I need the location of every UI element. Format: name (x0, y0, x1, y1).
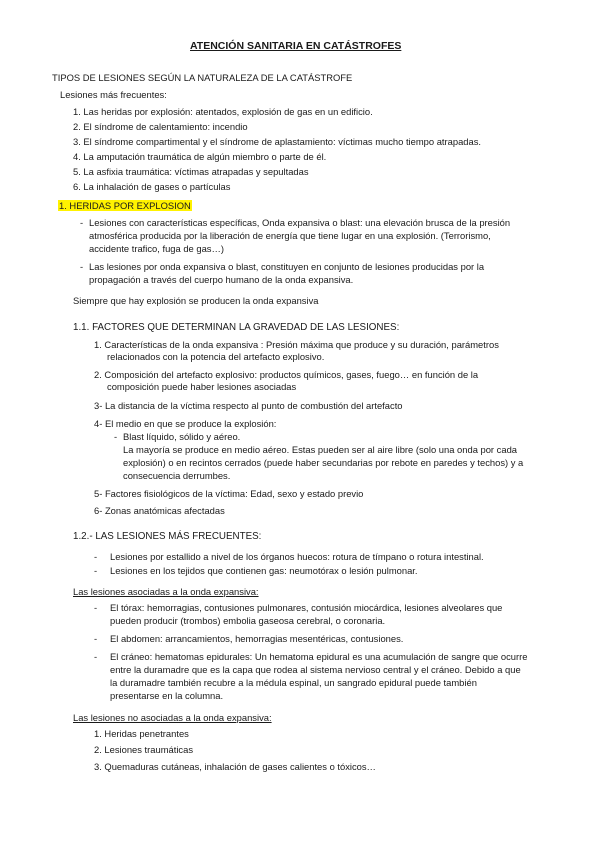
frequent-item: 1. Las heridas por explosión: atentados, explosión de gas en un edificio. (73, 106, 373, 117)
non-associated-item: 2. Lesiones traumáticas (94, 744, 194, 755)
section1-heading-wrap (58, 199, 192, 212)
bullet-dash: - (94, 551, 98, 562)
frequent-item: 6. La inhalación de gases o partículas (73, 181, 231, 192)
frequent-item: 2. El síndrome de calentamiento: incendio (73, 121, 248, 132)
blast-line: La mayoría se produce en medio aéreo. Estas pueden ser al aire libre (solo una onda por cada (123, 444, 517, 455)
associated-line: presentarse en la columna. (110, 690, 224, 701)
bullet-dash: - (94, 651, 98, 662)
associated-line: El abdomen: arrancamientos, hemorragias mesentéricas, contusiones. (110, 633, 404, 644)
section1-bullet-line: propagación a través del cuerpo humano de la onda expansiva. (89, 274, 354, 285)
section1-bullet-line: Las lesiones por onda expansiva o blast, constituyen en conjunto de lesiones producidas por la (89, 261, 485, 272)
section1-bullet-line: Lesiones con características específicas, Onda expansiva o blast: una elevación brusca de la presión (89, 217, 511, 228)
section12-heading: 1.2.- LAS LESIONES MÁS FRECUENTES: (73, 531, 262, 542)
associated-line: El tórax: hemorragias, contusiones pulmonares, contusión miocárdica, lesiones alveolares que (110, 602, 503, 613)
factor-line: 5- Factores fisiológicos de la víctima: Edad, sexo y estado previo (94, 488, 364, 499)
section-subtitle: TIPOS DE LESIONES SEGÚN LA NATURALEZA DE LA CATÁSTROFE (52, 72, 353, 83)
frequent-lesion-item: Lesiones en los tejidos que contienen gas: neumotórax o lesión pulmonar. (110, 565, 418, 576)
frequent-lesions-heading: Lesiones más frecuentes: (60, 89, 167, 100)
non-associated-item: 3. Quemaduras cutáneas, inhalación de gases calientes o tóxicos… (94, 761, 376, 772)
factor-line: 6- Zonas anatómicas afectadas (94, 505, 225, 516)
section1-bullet-line: atmosférica producida por la liberación de energía que tiene lugar en una explosión. (Terrorismo, (89, 230, 491, 241)
factor-line: 3- La distancia de la víctima respecto al punto de combustión del artefacto (94, 400, 403, 411)
factor-line: 1. Características de la onda expansiva : Presión máxima que produce y su duración, parámetros (94, 339, 499, 350)
section1-heading: 1. HERIDAS POR EXPLOSION (59, 200, 191, 211)
document-title: ATENCIÓN SANITARIA EN CATÁSTROFES (190, 40, 402, 52)
factor-line: relacionados con la potencia del artefacto explosivo. (107, 351, 325, 362)
bullet-dash: - (80, 261, 84, 272)
frequent-lesion-item: Lesiones por estallido a nivel de los órganos huecos: rotura de tímpano o rotura intestinal. (110, 551, 484, 562)
blast-bullet: Blast líquido, sólido y aéreo. (123, 431, 241, 442)
bullet-dash: - (94, 602, 98, 613)
associated-line: entre la duramadre que es la capa que rodea al sistema nervioso central y el cráneo. Debido a que (110, 664, 521, 675)
bullet-dash: - (114, 431, 118, 442)
associated-line: El cráneo: hematomas epidurales: Un hematoma epidural es una acumulación de sangre que ocurre (110, 651, 528, 662)
associated-line: la duramadre también recubre a la médula espinal, un sangrado epidural puede también (110, 677, 477, 688)
bullet-dash: - (94, 565, 98, 576)
section11-heading: 1.1. FACTORES QUE DETERMINAN LA GRAVEDAD DE LAS LESIONES: (73, 322, 400, 333)
frequent-item: 5. La asfixia traumática: víctimas atrapadas y sepultadas (73, 166, 309, 177)
bullet-dash: - (94, 633, 98, 644)
blast-line: explosión) o en recintos cerrados (puede haber secundarias por rebote en paredes y techos) y a (123, 457, 524, 468)
frequent-item: 4. La amputación traumática de algún miembro o parte de él. (73, 151, 327, 162)
associated-line: pueden producir (trombos) embolia gaseosa cerebral, o coronaria. (110, 615, 386, 626)
associated-heading: Las lesiones asociadas a la onda expansiva: (73, 586, 259, 597)
non-associated-heading: Las lesiones no asociadas a la onda expansiva: (73, 712, 272, 723)
bullet-dash: - (80, 217, 84, 228)
factor-line: composición puede haber lesiones asociadas (107, 381, 297, 392)
frequent-item: 3. El síndrome compartimental y el síndrome de aplastamiento: víctimas mucho tiempo atrapadas. (73, 136, 482, 147)
section1-note: Siempre que hay explosión se producen la onda expansiva (73, 295, 319, 306)
factor-line: 2. Composición del artefacto explosivo: productos químicos, gases, fuego… en función de la (94, 369, 479, 380)
section1-bullet-line: accidente trafico, fuga de gas…) (89, 243, 224, 254)
factor-line: 4- El medio en que se produce la explosión: (94, 418, 277, 429)
non-associated-item: 1. Heridas penetrantes (94, 728, 189, 739)
blast-line: consecuencia derrumbes. (123, 470, 231, 481)
